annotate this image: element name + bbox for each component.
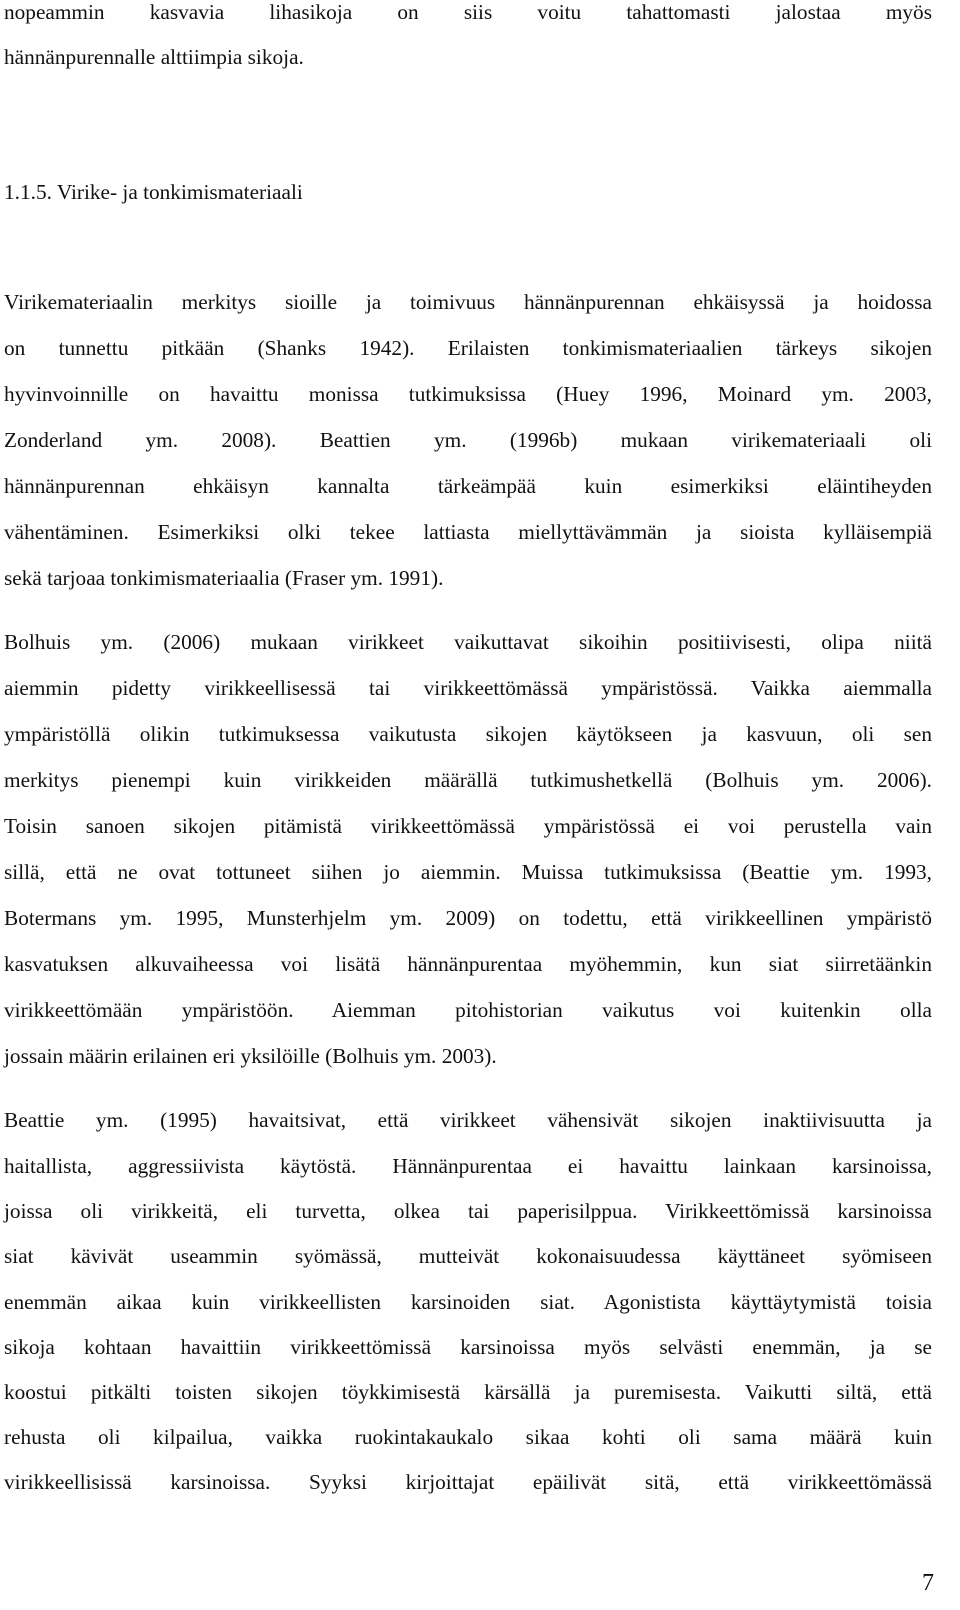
text-line: on tunnettu pitkään (Shanks 1942). Erilaisten tonkimismateriaalien tärkeys sikojen <box>4 336 932 360</box>
text-line: hännänpurennalle alttiimpia sikoja. <box>4 45 304 69</box>
text-line: rehusta oli kilpailua, vaikka ruokintakaukalo sikaa kohti oli sama määrä kuin <box>4 1425 932 1449</box>
text-line: sillä, että ne ovat tottuneet siihen jo aiemmin. Muissa tutkimuksissa (Beattie ym. 1993, <box>4 860 932 884</box>
text-line: vähentäminen. Esimerkiksi olki tekee lattiasta miellyttävämmän ja sioista kylläisempiä <box>4 520 932 544</box>
text-line: joissa oli virikkeitä, eli turvetta, olkea tai paperisilppua. Virikkeettömissä karsinoissa <box>4 1199 932 1223</box>
text-line: Botermans ym. 1995, Munsterhjelm ym. 2009) on todettu, että virikkeellinen ympäristö <box>4 906 932 930</box>
text-line: hyvinvoinnille on havaittu monissa tutkimuksissa (Huey 1996, Moinard ym. 2003, <box>4 382 932 406</box>
text-line: nopeammin kasvavia lihasikoja on siis voitu tahattomasti jalostaa myös <box>4 0 932 24</box>
text-line: virikkeellisissä karsinoissa. Syyksi kirjoittajat epäilivät sitä, että virikkeettömässä <box>4 1470 932 1494</box>
text-line: siat kävivät useammin syömässä, mutteivät kokonaisuudessa käyttäneet syömiseen <box>4 1244 932 1268</box>
text-line: aiemmin pidetty virikkeellisessä tai virikkeettömässä ympäristössä. Vaikka aiemmalla <box>4 676 932 700</box>
text-line: hännänpurennan ehkäisyn kannalta tärkeämpää kuin esimerkiksi eläintiheyden <box>4 474 932 498</box>
text-line: kasvatuksen alkuvaiheessa voi lisätä hännänpurentaa myöhemmin, kun siat siirretäänkin <box>4 952 932 976</box>
text-line: Bolhuis ym. (2006) mukaan virikkeet vaikuttavat sikoihin positiivisesti, olipa niitä <box>4 630 932 654</box>
text-line: Zonderland ym. 2008). Beattien ym. (1996b) mukaan virikemateriaali oli <box>4 428 932 452</box>
text-line: haitallista, aggressiivista käytöstä. Hännänpurentaa ei havaittu lainkaan karsinoissa, <box>4 1154 932 1178</box>
text-line: enemmän aikaa kuin virikkeellisten karsinoiden siat. Agonistista käyttäytymistä toisia <box>4 1290 932 1314</box>
text-line: Toisin sanoen sikojen pitämistä virikkeettömässä ympäristössä ei voi perustella vain <box>4 814 932 838</box>
text-line: koostui pitkälti toisten sikojen töykkimisestä kärsällä ja puremisesta. Vaikutti siltä, että <box>4 1380 932 1404</box>
section-heading: 1.1.5. Virike- ja tonkimismateriaali <box>4 180 303 204</box>
page-number: 7 <box>922 1570 934 1596</box>
text-line: Virikemateriaalin merkitys sioille ja toimivuus hännänpurennan ehkäisyssä ja hoidossa <box>4 290 932 314</box>
text-line: sikoja kohtaan havaittiin virikkeettömissä karsinoissa myös selvästi enemmän, ja se <box>4 1335 932 1359</box>
text-line: Beattie ym. (1995) havaitsivat, että virikkeet vähensivät sikojen inaktiivisuutta ja <box>4 1108 932 1132</box>
text-line: jossain määrin erilainen eri yksilöille (Bolhuis ym. 2003). <box>4 1044 497 1068</box>
text-line: virikkeettömään ympäristöön. Aiemman pitohistorian vaikutus voi kuitenkin olla <box>4 998 932 1022</box>
text-line: ympäristöllä olikin tutkimuksessa vaikutusta sikojen käytökseen ja kasvuun, oli sen <box>4 722 932 746</box>
text-line: sekä tarjoaa tonkimismateriaalia (Fraser ym. 1991). <box>4 566 444 590</box>
text-line: merkitys pienempi kuin virikkeiden määrällä tutkimushetkellä (Bolhuis ym. 2006). <box>4 768 932 792</box>
